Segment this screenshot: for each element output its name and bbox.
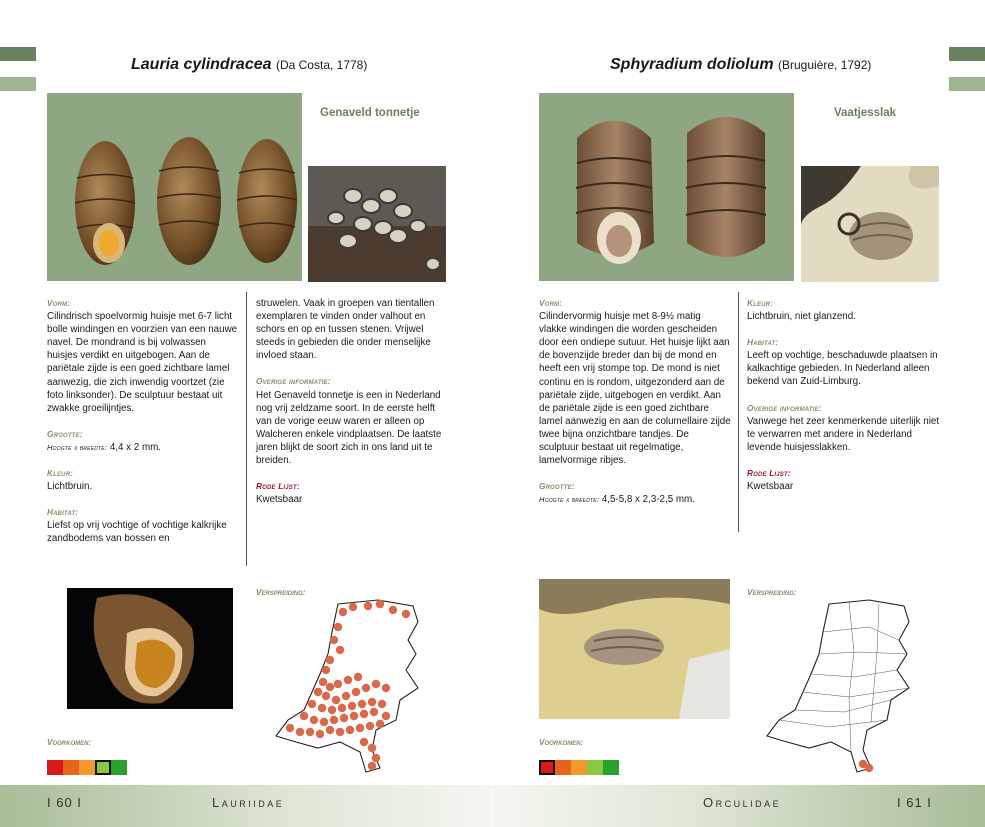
species-title: [610, 56, 871, 74]
occurrence-dot: [334, 680, 342, 688]
habitat-text: Leeft op vochtige, beschaduwde plaatsen in kalkachtige gebieden. In Nederland alleen bekend van Zuid-Limburg.: [747, 350, 938, 388]
occurrence-dot: [382, 712, 390, 720]
distribution-map: [268, 592, 436, 774]
vorm-label: Vorm:: [47, 299, 71, 308]
occurrence-dot: [376, 720, 384, 728]
left-page: [0, 0, 492, 827]
header-band-light: [0, 77, 36, 91]
species-authority: (Bruguière, 1792): [778, 58, 872, 72]
distribution-map: [759, 592, 927, 774]
species-name: Sphyradium doliolum: [610, 56, 774, 73]
grootte-value: 4,5-5,8 x 2,3-2,5 mm.: [601, 494, 695, 506]
habitat-photo: [801, 166, 939, 282]
rodelijst-label: Rode Lijst:: [747, 468, 791, 478]
scale-cell: [571, 760, 587, 775]
species-name: Lauria cylindracea: [131, 56, 272, 73]
occurrence-dot: [346, 726, 354, 734]
occurrence-dot: [319, 678, 327, 686]
occurrence-dot: [308, 700, 316, 708]
scale-cell: [603, 760, 619, 775]
grootte-label: Grootte:: [539, 482, 575, 492]
kleur-label: Kleur:: [747, 299, 774, 308]
vorm-text: Cilindrisch spoelvormig huisje met 6-7 licht bolle windingen en voorzien van een nauwe navel. De mondrand is bij volwassen huisjes verdikt en uitgebogen. Aan de pariëtale zijde is een goed zichtbare lamel aanwezig, die zich inwendig voortzet (zie foto linksonder). De sculptuur bestaat uit zwakke groeilijntjes.: [47, 311, 238, 414]
kleur-label: Kleur:: [47, 469, 74, 479]
occurrence-dot: [342, 692, 350, 700]
occurrence-dot: [332, 696, 340, 704]
occurrence-dot: [320, 718, 328, 726]
aperture-photo: [67, 588, 233, 709]
occurrence-dot: [336, 728, 344, 736]
common-name: Vaatjesslak: [834, 107, 897, 119]
occurrence-dot: [336, 646, 344, 654]
habitat-text-continued: struwelen. Vaak in groepen van tientallen exemplaren te vinden onder valhout en schors en op en tussen stenen. Vrijwel steeds in gebieden die onder menselijke invloed staan.: [256, 298, 435, 362]
overige-label: Overige informatie:: [747, 403, 822, 413]
voorkomen-label: Voorkomen:: [539, 738, 584, 747]
text-column-2: [256, 297, 452, 506]
verspreiding-label: Verspreiding:: [747, 588, 797, 597]
rodelijst-text: Kwetsbaar: [256, 494, 303, 506]
occurrence-dot: [310, 716, 318, 724]
scale-cell: [587, 760, 603, 775]
occurrence-dot: [314, 688, 322, 696]
occurrence-dot: [364, 602, 372, 610]
habitat-text: Liefst op vrij vochtige of vochtige kalkrijke zandbodems van bossen en: [47, 520, 227, 545]
habitat-photo: [308, 166, 446, 282]
occurrence-dot: [356, 724, 364, 732]
occurrence-dot: [368, 698, 376, 706]
occurrence-dot: [322, 666, 330, 674]
scale-cell: [79, 760, 95, 775]
occurrence-dot: [296, 728, 304, 736]
voorkomen-scale: [47, 760, 127, 775]
scale-cell: [111, 760, 127, 775]
species-title: [131, 56, 367, 74]
voorkomen-label: Voorkomen:: [47, 738, 92, 747]
footer-band: [0, 785, 492, 827]
occurrence-dot: [372, 754, 380, 762]
occurrence-dot: [328, 706, 336, 714]
occurrence-dot: [362, 684, 370, 692]
occurrence-dot: [865, 764, 873, 772]
occurrence-dot: [360, 738, 368, 746]
occurrence-dot: [366, 722, 374, 730]
occurrence-dot: [339, 608, 347, 616]
occurrence-dot: [370, 708, 378, 716]
main-shell-photo: [539, 93, 794, 281]
scale-cell: [539, 760, 555, 775]
header-band-dark: [0, 47, 36, 61]
occurrence-dot: [354, 673, 362, 681]
occurrence-dot: [368, 744, 376, 752]
occurrence-dot: [326, 683, 334, 691]
occurrence-dot: [350, 712, 358, 720]
kleur-text: Lichtbruin, niet glanzend.: [747, 311, 856, 323]
overige-text: Vanwege het zeer kenmerkende uiterlijk niet te verwarren met andere in Nederland levende huisjesslakken.: [747, 415, 940, 453]
occurrence-dot: [326, 656, 334, 664]
scale-cell: [95, 760, 111, 775]
family-name: Lauriidae: [212, 795, 285, 810]
right-page: [493, 0, 985, 827]
vorm-text: Cilindervormig huisje met 8-9½ matig vlakke windingen die worden gescheiden door een ondiepe sutuur. Het huisje lijkt aan de bovenzijde breder dan bij de mond en heeft een vrij stompe top. De mond is niet continu en is rondom, uitgezonderd aan de pariëtale zijde, uitgebogen en verdikt. Aan de pariëtale zijde is een goed zichtbare lamel aanwezig en aan de columellaire zijde twee bijna onzichtbare tandjes. De sculptuur bestaat uit regelmatige, lamelvormige ribjes.: [539, 311, 731, 467]
occurrence-dot: [378, 700, 386, 708]
main-shell-photo: [47, 93, 302, 281]
common-name: Genaveld tonnetje: [320, 107, 420, 119]
occurrence-dot: [306, 728, 314, 736]
occurrence-dot: [352, 688, 360, 696]
text-column-1: [539, 297, 731, 506]
occurrence-dot: [300, 712, 308, 720]
footer-band: [493, 785, 985, 827]
text-column-2: [747, 297, 943, 493]
occurrence-dot: [326, 726, 334, 734]
occurrence-dot: [338, 704, 346, 712]
grootte-label: Grootte:: [47, 429, 83, 439]
overige-text: Het Genaveld tonnetje is een in Nederland nog vrij zeldzame soort. In de eerste helft van de vorige eeuw waren er alleen op Walcheren enkele vindplaatsen. De laatste jaren blijkt de soort zich in ons land uit te breiden.: [256, 389, 442, 467]
live-snail-photo: [539, 579, 730, 719]
occurrence-dot: [334, 623, 342, 631]
scale-cell: [63, 760, 79, 775]
occurrence-dot: [389, 606, 397, 614]
voorkomen-scale: [539, 760, 619, 775]
column-divider: [738, 292, 739, 532]
rodelijst-text: Kwetsbaar: [747, 481, 794, 493]
vorm-label: Vorm:: [539, 299, 563, 308]
scale-cell: [555, 760, 571, 775]
habitat-label: Habitat:: [747, 338, 779, 348]
occurrence-dot: [316, 730, 324, 738]
occurrence-dot: [372, 680, 380, 688]
occurrence-dot: [344, 676, 352, 684]
occurrence-dot: [318, 704, 326, 712]
text-column-1: [47, 297, 239, 546]
occurrence-dot: [368, 762, 376, 770]
verspreiding-label: Verspreiding:: [256, 588, 306, 597]
overige-label: Overige informatie:: [256, 377, 331, 387]
grootte-sublabel: Hoogte x breedte:: [47, 442, 108, 452]
occurrence-dot: [330, 636, 338, 644]
occurrence-dot: [322, 692, 330, 700]
kleur-text: Lichtbruin.: [47, 481, 93, 493]
grootte-value: 4,4 x 2 mm.: [109, 441, 161, 453]
column-divider: [246, 292, 247, 566]
rodelijst-label: Rode Lijst:: [256, 482, 300, 492]
family-name: Orculidae: [703, 795, 782, 810]
occurrence-dot: [340, 714, 348, 722]
grootte-sublabel: Hoogte x breedte:: [539, 495, 600, 505]
occurrence-dot: [348, 702, 356, 710]
occurrence-dot: [286, 724, 294, 732]
occurrence-dot: [382, 684, 390, 692]
occurrence-dot: [358, 700, 366, 708]
occurrence-dot: [402, 610, 410, 618]
header-band-dark: [949, 47, 985, 61]
header-band-light: [949, 77, 985, 91]
occurrence-dot: [330, 716, 338, 724]
scale-cell: [47, 760, 63, 775]
habitat-label: Habitat:: [47, 508, 79, 518]
species-authority: (Da Costa, 1778): [275, 58, 368, 72]
page-number: I 61 I: [897, 795, 932, 810]
occurrence-dot: [349, 603, 357, 611]
occurrence-dot: [376, 600, 384, 608]
occurrence-dot: [360, 710, 368, 718]
page-number: I 60 I: [47, 795, 82, 810]
